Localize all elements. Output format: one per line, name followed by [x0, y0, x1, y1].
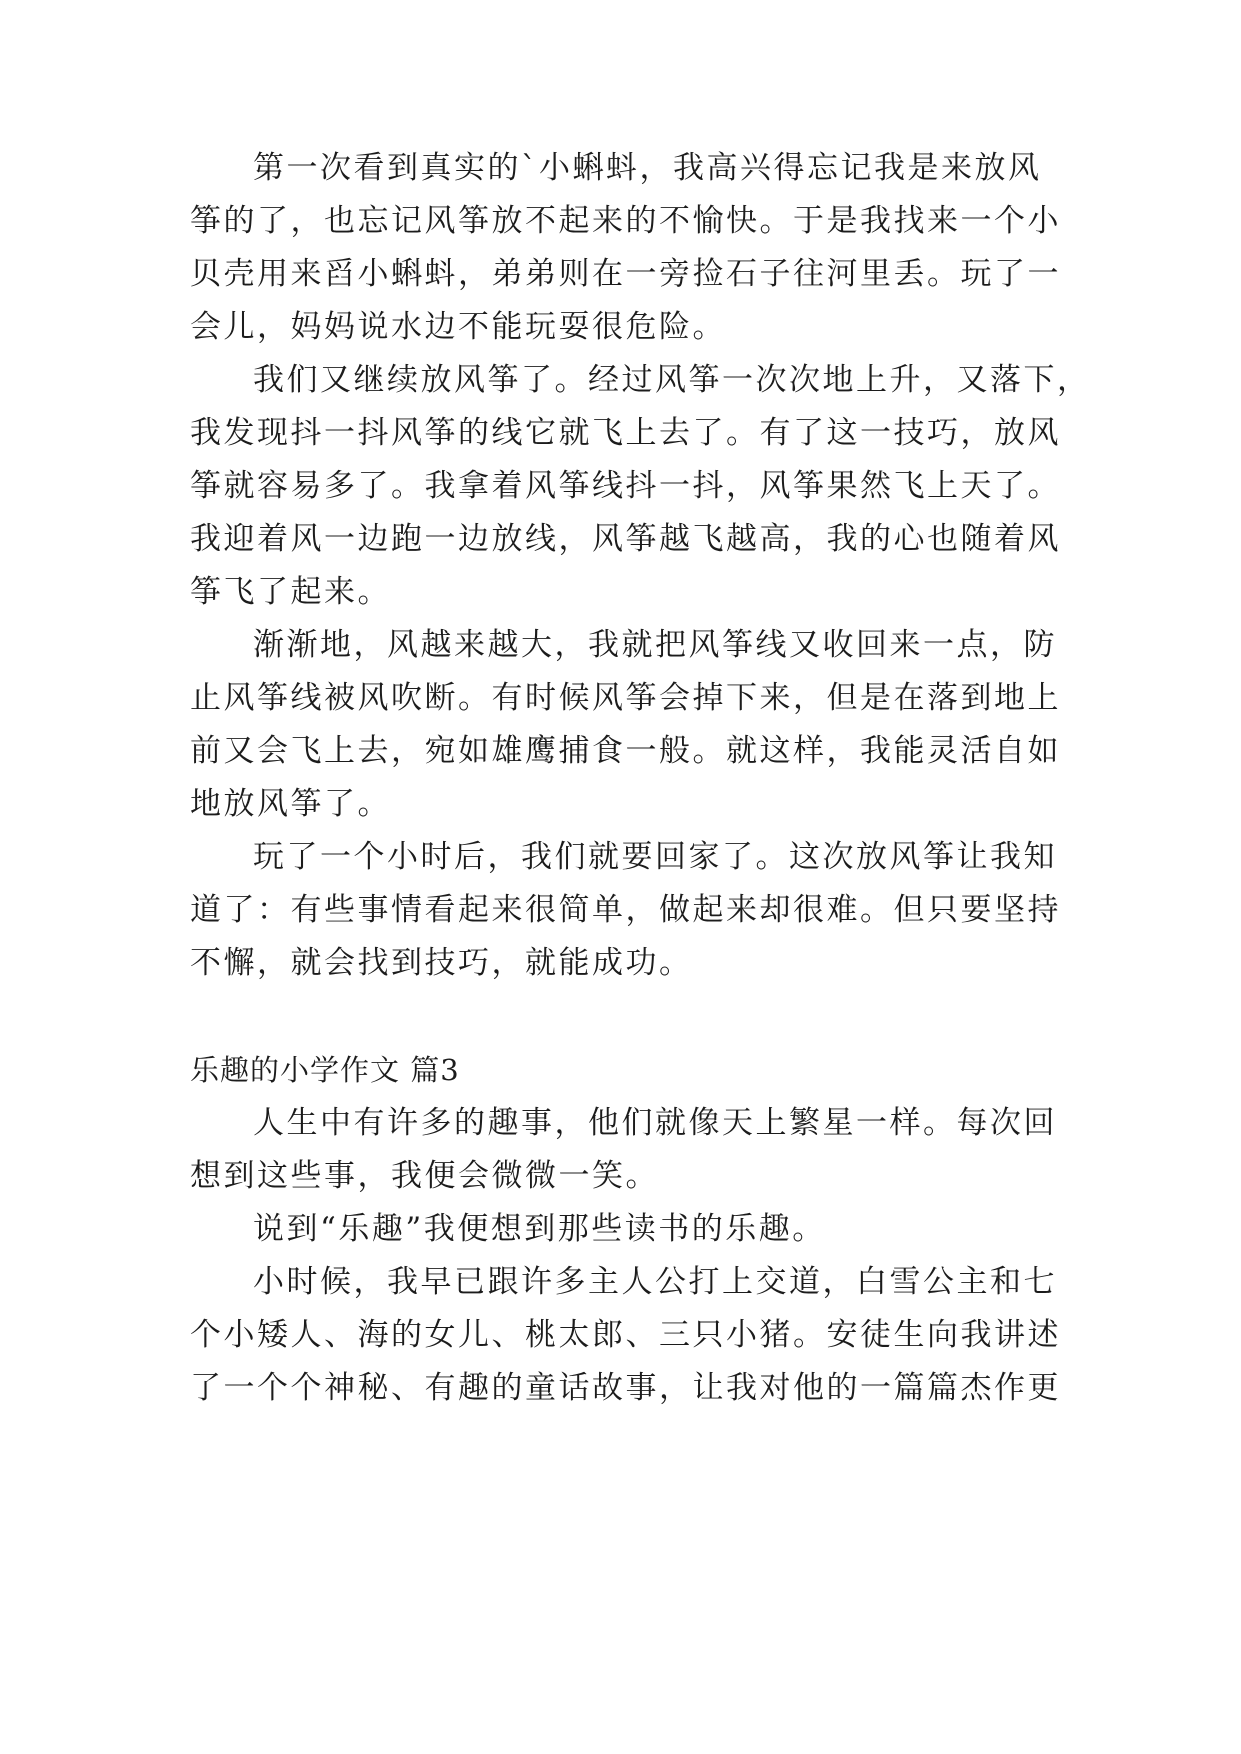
- text-line: 我迎着风一边跑一边放线，风筝越飞越高，我的心也随着风: [190, 521, 1061, 557]
- text-line: 想到这些事，我便会微微一笑。: [190, 1158, 659, 1194]
- text-line: 第一次看到真实的`小蝌蚪，我高兴得忘记我是来放风: [253, 150, 1042, 186]
- text-line: 渐渐地，风越来越大，我就把风筝线又收回来一点，防: [253, 627, 1057, 663]
- text-line: 筝飞了起来。: [190, 574, 391, 610]
- text-line: 了一个个神秘、有趣的童话故事，让我对他的一篇篇杰作更: [190, 1370, 1061, 1406]
- text-line: 地放风筝了。: [190, 786, 391, 822]
- text-line: 道了：有些事情看起来很简单，做起来却很难。但只要坚持: [190, 892, 1061, 928]
- section-heading: 乐趣的小学作文 篇3: [190, 1053, 460, 1087]
- text-line: 会儿，妈妈说水边不能玩耍很危险。: [190, 309, 726, 345]
- text-line: 筝就容易多了。我拿着风筝线抖一抖，风筝果然飞上天了。: [190, 468, 1061, 504]
- text-line: 个小矮人、海的女儿、桃太郎、三只小猪。安徒生向我讲述: [190, 1317, 1061, 1353]
- text-line: 前又会飞上去，宛如雄鹰捕食一般。就这样，我能灵活自如: [190, 733, 1061, 769]
- text-line: 贝壳用来舀小蝌蚪，弟弟则在一旁捡石子往河里丢。玩了一: [190, 256, 1061, 292]
- text-line: 说到“乐趣”我便想到那些读书的乐趣。: [253, 1211, 826, 1247]
- text-line: 人生中有许多的趣事，他们就像天上繁星一样。每次回: [253, 1105, 1057, 1141]
- text-line: 我发现抖一抖风筝的线它就飞上去了。有了这一技巧，放风: [190, 415, 1061, 451]
- text-line: 我们又继续放风筝了。经过风筝一次次地上升，又落下，: [253, 362, 1091, 398]
- text-line: 不懈，就会找到技巧，就能成功。: [190, 945, 693, 981]
- text-line: 止风筝线被风吹断。有时候风筝会掉下来，但是在落到地上: [190, 680, 1061, 716]
- text-line: 筝的了，也忘记风筝放不起来的不愉快。于是我找来一个小: [190, 203, 1061, 239]
- text-line: 玩了一个小时后，我们就要回家了。这次放风筝让我知: [253, 839, 1057, 875]
- text-line: 小时候，我早已跟许多主人公打上交道，白雪公主和七: [253, 1264, 1057, 1300]
